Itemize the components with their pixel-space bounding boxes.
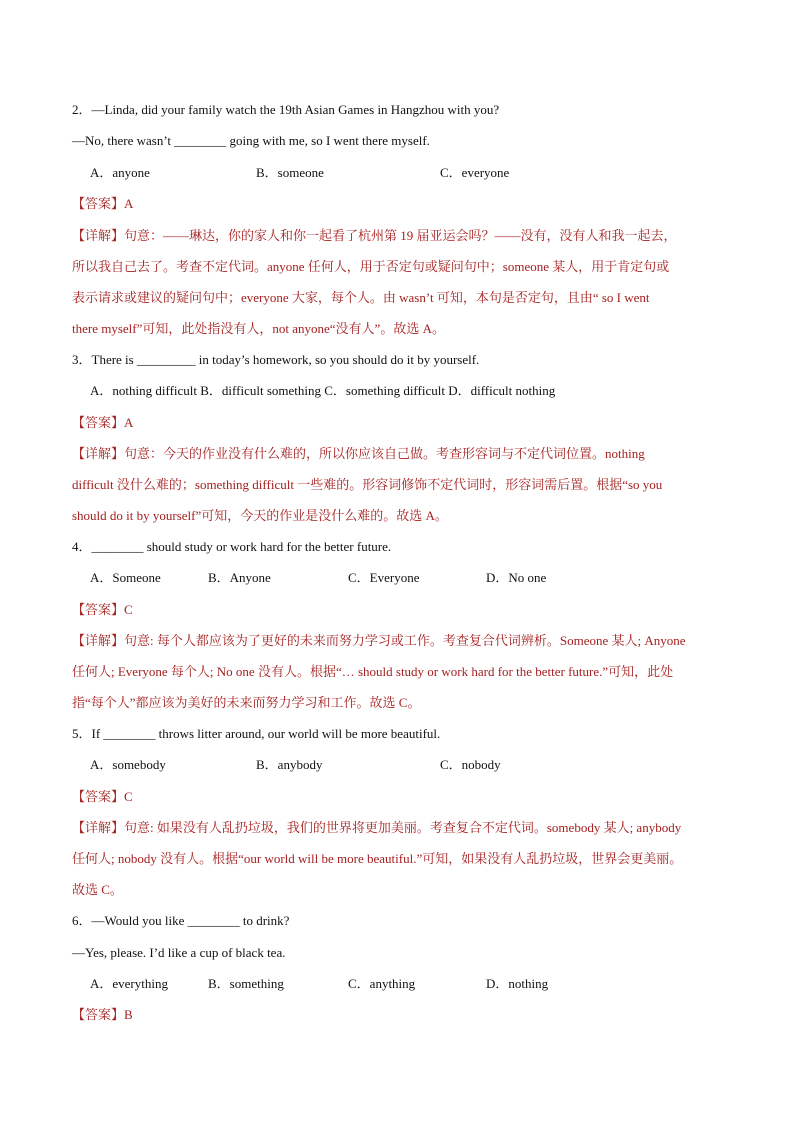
- q5-option-c: C．nobody: [440, 757, 501, 772]
- detail-text: 句意: 每个人都应该为了更好的未来而努力学习或工作。考查复合代词辨析。Someone 某人; Anyone: [124, 633, 686, 648]
- q4-answer: [72, 602, 133, 618]
- q2-option-b: B．someone: [256, 165, 324, 180]
- q4-detail-1: [72, 633, 686, 649]
- q2-reply: —No, there wasn’t ________ going with me, so I went there myself.: [72, 133, 430, 148]
- detail-text: 句意: 如果没有人乱扔垃圾，我们的世界将更加美丽。考查复合不定代词。somebody 某人; anybody: [124, 820, 682, 835]
- answer-tag: 【答案】: [72, 602, 125, 617]
- detail-tag: 【详解】: [72, 228, 125, 243]
- detail-tag: 【详解】: [72, 820, 125, 835]
- q4-option-d: D．No one: [486, 570, 547, 585]
- answer-value: B: [124, 1007, 133, 1022]
- answer-value: C: [124, 602, 133, 617]
- q2-detail-4: there myself”可知，此处指没有人，not anyone“没有人”。故选 A。: [72, 321, 445, 336]
- q4-option-c: C．Everyone: [348, 570, 420, 585]
- q3-detail-1: [72, 446, 645, 462]
- q5-detail-3: 故选 C。: [72, 882, 123, 897]
- q2-option-a: A．anyone: [90, 165, 150, 180]
- q2-answer: [72, 196, 133, 212]
- q3-detail-2: difficult 没什么难的；something difficult 一些难的。形容词修饰不定代词时，形容词需后置。根据“so you: [72, 477, 663, 492]
- q4-detail-2: 任何人; Everyone 每个人; No one 没有人。根据“… should study or work hard for the better future.”可知，此处: [72, 664, 674, 679]
- q4-option-a: A．Someone: [90, 570, 161, 585]
- q5-detail-2: 任何人; nobody 没有人。根据“our world will be more beautiful.”可知，如果没有人乱扔垃圾，世界会更美丽。: [72, 851, 683, 866]
- q4-stem: 4．________ should study or work hard for the better future.: [72, 539, 392, 554]
- q3-detail-3: should do it by yourself”可知，今天的作业是没什么难的。故选 A。: [72, 508, 448, 523]
- q6-option-a: A．everything: [90, 976, 168, 991]
- answer-value: C: [124, 789, 133, 804]
- q6-answer: [72, 1007, 133, 1023]
- q6-reply: —Yes, please. I’d like a cup of black tea.: [72, 945, 286, 960]
- detail-text: 句意：今天的作业没有什么难的，所以你应该自己做。考查形容词与不定代词位置。nothing: [124, 446, 645, 461]
- q2-detail-3: 表示请求或建议的疑问句中；everyone 大家，每个人。由 wasn’t 可知，本句是否定句，且由“ so I went: [72, 290, 650, 305]
- answer-value: A: [124, 415, 134, 430]
- q6-option-d: D．nothing: [486, 976, 549, 991]
- q5-detail-1: [72, 820, 681, 836]
- q5-option-b: B．anybody: [256, 757, 323, 772]
- q3-options: A．nothing difficult B．difficult something C．something difficult D．difficult nothing: [90, 383, 556, 398]
- q6-stem: 6．—Would you like ________ to drink?: [72, 913, 290, 928]
- answer-tag: 【答案】: [72, 415, 125, 430]
- detail-tag: 【详解】: [72, 633, 125, 648]
- answer-value: A: [124, 196, 134, 211]
- q6-option-c: C．anything: [348, 976, 416, 991]
- q4-option-b: B．Anyone: [208, 570, 271, 585]
- q3-stem: 3．There is _________ in today’s homework, so you should do it by yourself.: [72, 352, 480, 367]
- detail-tag: 【详解】: [72, 446, 125, 461]
- answer-tag: 【答案】: [72, 1007, 125, 1022]
- q2-detail-2: 所以我自己去了。考查不定代词。anyone 任何人，用于否定句或疑问句中；someone 某人，用于肯定句或: [72, 259, 670, 274]
- q5-stem: 5．If ________ throws litter around, our world will be more beautiful.: [72, 726, 441, 741]
- q4-detail-3: 指“每个人”都应该为美好的未来而努力学习和工作。故选 C。: [72, 695, 421, 710]
- q6-option-b: B．something: [208, 976, 284, 991]
- q5-answer: [72, 789, 133, 805]
- q2-option-c: C．everyone: [440, 165, 510, 180]
- answer-tag: 【答案】: [72, 196, 125, 211]
- answer-tag: 【答案】: [72, 789, 125, 804]
- q2-detail-1: [72, 228, 677, 244]
- detail-text: 句意：——琳达，你的家人和你一起看了杭州第 19 届亚运会吗？——没有，没有人和我一起去，: [124, 228, 677, 243]
- q2-stem: 2．—Linda, did your family watch the 19th Asian Games in Hangzhou with you?: [72, 102, 500, 117]
- q3-answer: [72, 415, 133, 431]
- q5-option-a: A．somebody: [90, 757, 166, 772]
